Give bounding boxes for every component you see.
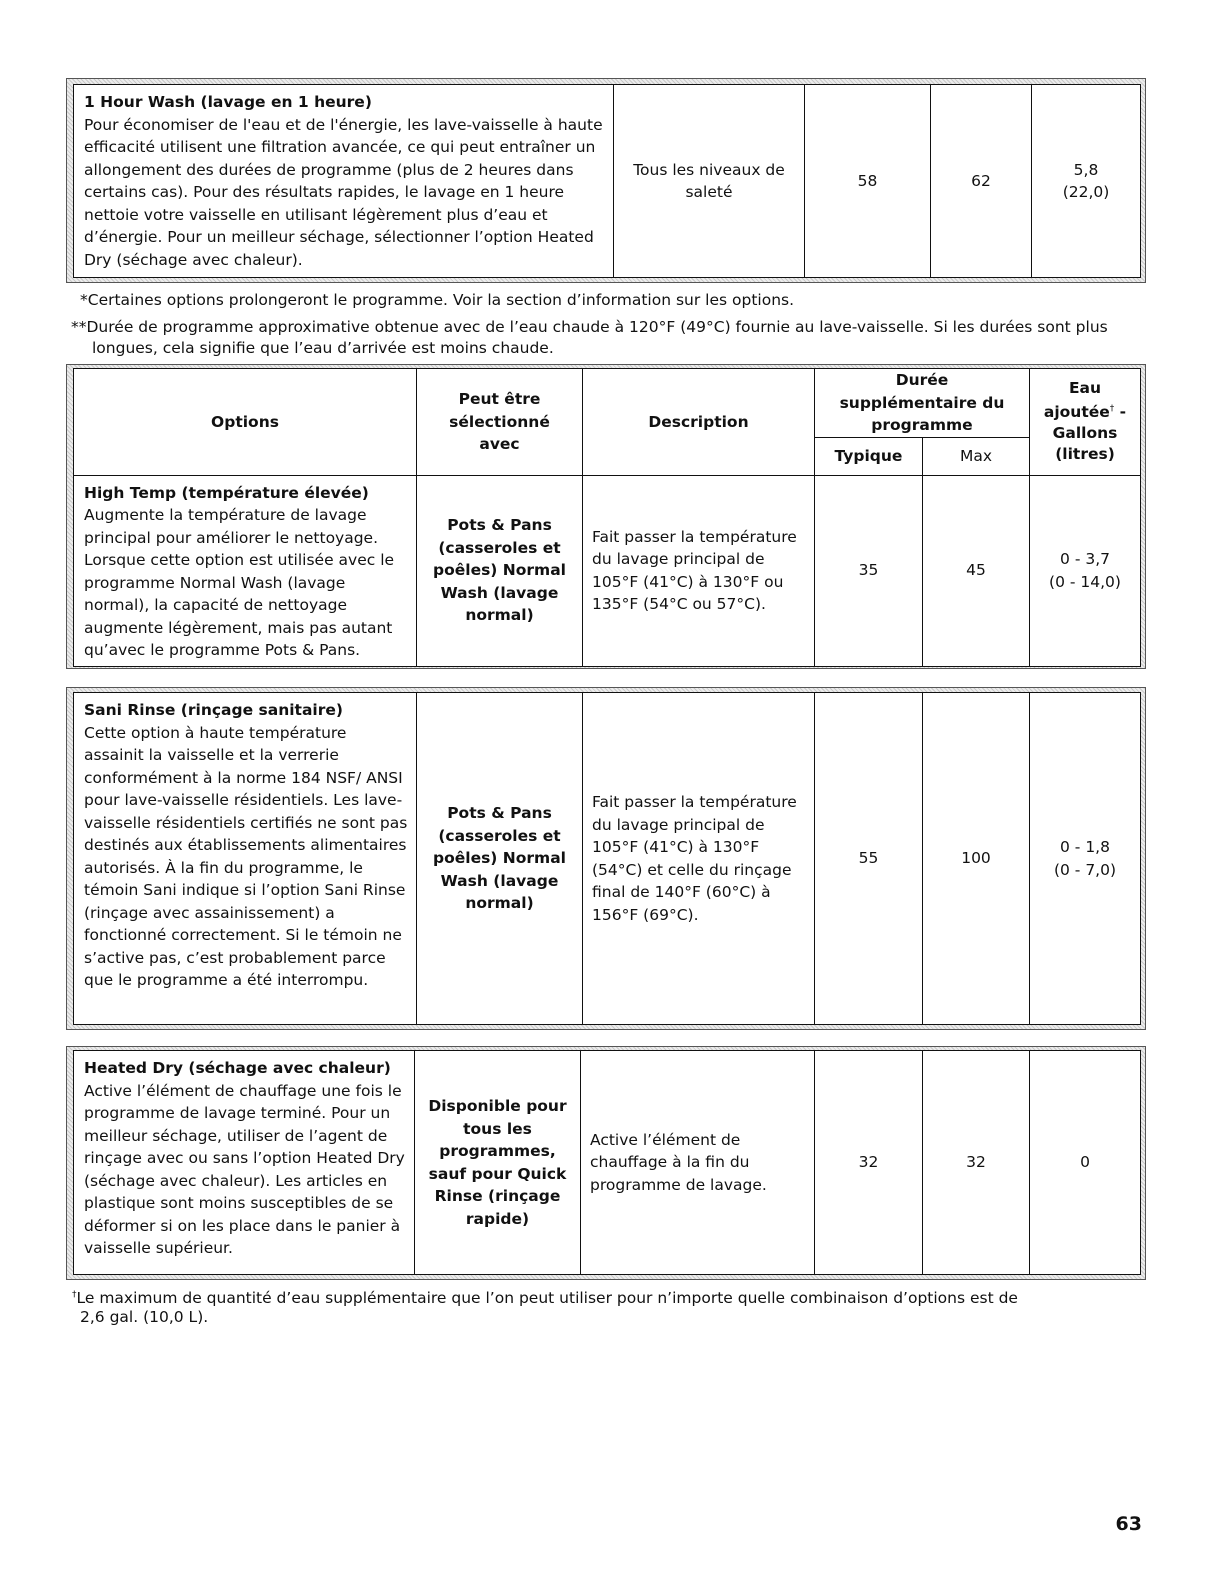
header-water-added	[1030, 369, 1141, 476]
table-row	[74, 693, 1141, 1025]
option-heated-dry-water: 0	[1030, 1051, 1141, 1275]
option-high-temp-water	[1030, 475, 1141, 666]
header-water-line1: Eau	[1068, 379, 1102, 398]
option-high-temp-cell	[74, 475, 417, 666]
option-heated-dry-cell	[74, 1051, 415, 1275]
header-selectable-with: Peut être sélectionné avec	[417, 369, 583, 476]
header-water-line2: ajoutée† -	[1043, 403, 1127, 422]
wash-water-cell	[1032, 85, 1141, 278]
option-sani-rinse-water-l: (0 - 7,0)	[1053, 860, 1117, 879]
wash-soil-cell: Tous les niveaux de saleté	[614, 85, 805, 278]
option-high-temp-text: Augmente la température de lavage principal pour améliorer le nettoyage. Lorsque cette option est utilisée avec le programme Normal Wash (lavage normal), la capacité de nettoyage augmente légèrement, mais pas autant qu’avec le programme Pots & Pans.	[84, 506, 395, 659]
wash-table	[73, 84, 1141, 278]
wash-water-l: (22,0)	[1062, 183, 1110, 201]
note-options: *Certaines options prolongeront le programme. Voir la section d’information sur les options.	[80, 291, 795, 309]
option-high-temp-selectable: Pots & Pans (casseroles et poêles) Normal Wash (lavage normal)	[417, 475, 583, 666]
sani-table	[73, 692, 1141, 1025]
footnote-text-line1: Le maximum de quantité d’eau supplémentaire que l’on peut utiliser pour n’importe quelle combinaison d’options est de	[76, 1289, 1018, 1308]
option-sani-rinse-water-gal: 0 - 1,8	[1060, 838, 1110, 856]
table-row	[74, 1051, 1141, 1275]
wash-text: Pour économiser de l'eau et de l'énergie, les lave-vaisselle à haute efficacité utilisent une filtration avancée, ce qui peut entraîner un allongement des durées de programme (plus de 2 heures dans certains cas). Pour des résultats rapides, le lavage en 1 heure nettoie votre vaisselle en utilisant légèrement plus d’eau et d’énergie. Pour un meilleur séchage, sélectionner l’option Heated Dry (séchage avec chaleur).	[84, 115, 603, 269]
option-sani-rinse-description: Fait passer la température du lavage principal de 105°F (41°C) à 130°F (54°C) et celle du rinçage final de 140°F (60°C) à 156°F (69°C).	[583, 693, 815, 1025]
option-heated-dry-selectable: Disponible pour tous les programmes, sauf pour Quick Rinse (rinçage rapide)	[415, 1051, 581, 1275]
option-heated-dry-max: 32	[923, 1051, 1030, 1275]
page-number: 63	[1115, 1513, 1142, 1535]
options-header-row	[74, 369, 1141, 438]
footnote-line1	[72, 1284, 1018, 1309]
heated-dry-table	[73, 1050, 1141, 1275]
table-row	[74, 85, 1141, 278]
option-sani-rinse-text: Cette option à haute température assainit la vaisselle et la verrerie conformément à la norme 184 NSF/ ANSI pour lave-vaisselle résidentiels. Les lave-vaisselle résidentiels certifiés ne sont pas destinés aux établissements alimentaires autorisés. À la fin du programme, le témoin Sani indique si l’option Sani Rinse (rinçage avec assainissement) a fonctionné correctement. Si le témoin ne s’active pas, c’est probablement parce que le programme a été interrompu.	[84, 723, 408, 989]
option-sani-rinse-selectable: Pots & Pans (casseroles et poêles) Normal Wash (lavage normal)	[417, 693, 583, 1025]
wash-max-cell: 62	[931, 85, 1032, 278]
option-high-temp-typical: 35	[815, 475, 923, 666]
header-typical: Typique	[815, 437, 923, 475]
option-heated-dry-title: Heated Dry (séchage avec chaleur)	[84, 1059, 391, 1077]
wash-title: 1 Hour Wash (lavage en 1 heure)	[84, 93, 372, 111]
table-row	[74, 475, 1141, 666]
option-high-temp-title: High Temp (température élevée)	[84, 483, 369, 502]
header-water-line3: Gallons	[1052, 424, 1118, 443]
note-duration-line2: longues, cela signifie que l’eau d’arrivée est moins chaude.	[92, 339, 554, 357]
option-heated-dry-description: Active l’élément de chauffage à la fin du programme de lavage.	[581, 1051, 815, 1275]
wash-water-gal: 5,8	[1073, 160, 1099, 179]
header-max: Max	[923, 437, 1030, 475]
header-description: Description	[583, 369, 815, 476]
header-extra-time: Durée supplémentaire du programme	[815, 369, 1030, 438]
option-heated-dry-text: Active l’élément de chauffage une fois le programme de lavage terminé. Pour un meilleur séchage, utiliser de l’agent de rinçage avec ou sans l’option Heated Dry (séchage avec chaleur). Les articles en plastique sont moins susceptibles de se déformer si on les place dans le panier à vaisselle supérieur.	[84, 1081, 405, 1257]
wash-typical-cell: 58	[805, 85, 931, 278]
option-sani-rinse-title: Sani Rinse (rinçage sanitaire)	[84, 701, 343, 719]
wash-description-cell	[74, 85, 614, 278]
option-high-temp-water-l: (0 - 14,0)	[1049, 572, 1121, 591]
header-options: Options	[74, 369, 417, 476]
option-sani-rinse-max: 100	[923, 693, 1030, 1025]
footnote-line2: 2,6 gal. (10,0 L).	[80, 1308, 209, 1326]
option-heated-dry-typical: 32	[815, 1051, 923, 1275]
option-high-temp-max: 45	[923, 475, 1030, 666]
option-sani-rinse-typical: 55	[815, 693, 923, 1025]
option-high-temp-description: Fait passer la température du lavage principal de 105°F (41°C) à 130°F ou 135°F (54°C ou 57°C).	[583, 475, 815, 666]
footnote-dagger: †	[72, 1290, 77, 1300]
option-sani-rinse-water	[1030, 693, 1141, 1025]
header-water-line4: (litres)	[1055, 445, 1115, 464]
option-high-temp-water-gal: 0 - 3,7	[1060, 550, 1110, 568]
note-duration-line1: **Durée de programme approximative obtenue avec de l’eau chaude à 120°F (49°C) fournie au lave-vaisselle. Si les durées sont plus	[71, 318, 1108, 336]
option-sani-rinse-cell	[74, 693, 417, 1025]
options-table	[73, 368, 1141, 667]
